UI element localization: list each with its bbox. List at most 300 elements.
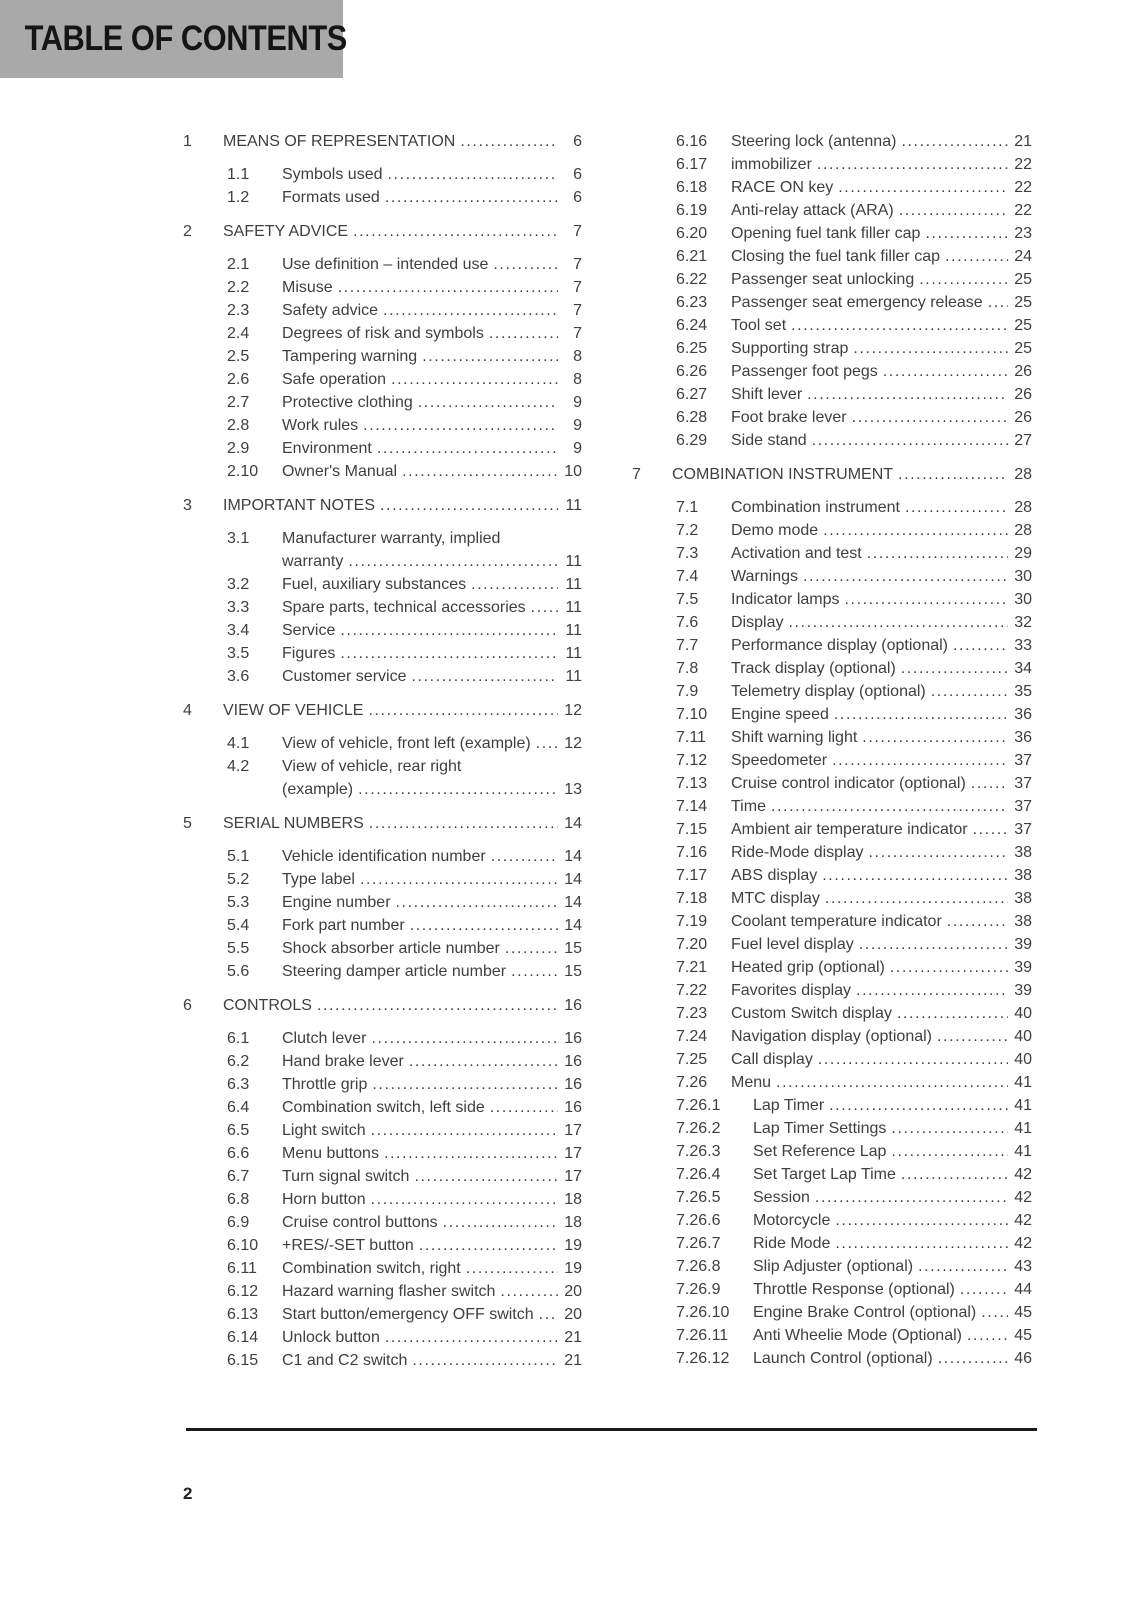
toc-entry-content (753, 1347, 1032, 1370)
toc-entry-number: 6.28 (676, 409, 708, 426)
toc-entry-number: 6.18 (676, 179, 708, 196)
toc-entry-page: 25 (1014, 294, 1032, 311)
toc-entry-line (282, 619, 582, 642)
toc-entry-content (282, 1050, 582, 1073)
toc-entry-title: Ride Mode (753, 1235, 831, 1252)
toc-entry-title: Set Reference Lap (753, 1143, 887, 1160)
toc-entry-title: Combination switch, right (282, 1260, 461, 1277)
toc-entry-line (731, 130, 1032, 153)
toc-entry-page: 39 (1014, 982, 1032, 999)
toc-entry-title: Light switch (282, 1122, 366, 1139)
toc-entry-content (282, 368, 582, 391)
toc-entry (632, 406, 1032, 429)
toc-entry-page: 26 (1014, 409, 1032, 426)
toc-entry-title: Engine speed (731, 706, 829, 723)
toc-entry-title: CONTROLS (223, 997, 312, 1014)
toc-entry-page: 15 (564, 940, 582, 957)
toc-section-header (183, 812, 582, 835)
toc-entry-page: 11 (565, 553, 582, 570)
toc-entry (632, 1117, 1032, 1140)
toc-entry-page: 14 (564, 917, 582, 934)
table-of-contents-header (0, 0, 347, 78)
toc-entry-line (282, 1096, 582, 1119)
dot-leader (971, 772, 1008, 795)
toc-entry-title: Custom Switch display (731, 1005, 892, 1022)
toc-entry-line (282, 322, 582, 345)
dot-leader (371, 1188, 558, 1211)
toc-section (183, 812, 582, 983)
toc-section-header (183, 699, 582, 722)
toc-entry-title: Customer service (282, 668, 407, 685)
toc-entry-page: 36 (1014, 706, 1032, 723)
toc-entry-title: MTC display (731, 890, 820, 907)
toc-entry-title: IMPORTANT NOTES (223, 497, 376, 514)
toc-entry-title: Vehicle identification number (282, 848, 486, 865)
toc-entry-title: Menu buttons (282, 1145, 379, 1162)
toc-entry-number: 6.15 (227, 1352, 259, 1369)
toc-entry-title: immobilizer (731, 156, 812, 173)
toc-entry (183, 345, 582, 368)
toc-entry (632, 1209, 1032, 1232)
toc-entry-line (282, 527, 582, 550)
dot-leader (853, 337, 1008, 360)
toc-entry-content (282, 345, 582, 368)
toc-entry-number: 6.12 (227, 1283, 259, 1300)
toc-entry-line (753, 1232, 1032, 1255)
toc-section-header (183, 994, 582, 1017)
toc-entry-page: 12 (564, 735, 582, 752)
toc-entry-line (731, 496, 1032, 519)
toc-entry-number: 6.29 (676, 432, 708, 449)
dot-leader (493, 253, 558, 276)
dot-leader (411, 665, 558, 688)
toc-entry-page: 14 (564, 871, 582, 888)
toc-entry-page: 28 (1014, 466, 1032, 483)
toc-entry-number: 3.4 (227, 622, 250, 639)
toc-entry-title: Shift warning light (731, 729, 858, 746)
toc-entry-title: Safe operation (282, 371, 387, 388)
dot-leader (919, 268, 1008, 291)
toc-entry-title: Slip Adjuster (optional) (753, 1258, 914, 1275)
toc-entry-title: Launch Control (optional) (753, 1350, 933, 1367)
toc-entry-page: 35 (1014, 683, 1032, 700)
toc-entry-title: Work rules (282, 417, 359, 434)
toc-entry-content (282, 1188, 582, 1211)
toc-entry-number: 7.7 (676, 637, 699, 654)
toc-entry-content (731, 726, 1032, 749)
dot-leader (402, 460, 558, 483)
toc-entry (632, 1232, 1032, 1255)
toc-entry-line (282, 1142, 582, 1165)
dot-leader (807, 383, 1008, 406)
toc-entry-line (223, 220, 582, 243)
toc-entry (632, 1255, 1032, 1278)
dot-leader (817, 153, 1008, 176)
toc-entry-number: 6.27 (676, 386, 708, 403)
toc-entry-number: 7.10 (676, 706, 708, 723)
toc-entry-content (731, 542, 1032, 565)
toc-entry (183, 619, 582, 642)
toc-entry-number: 7.26.5 (676, 1189, 721, 1206)
toc-entry-page: 17 (564, 1145, 582, 1162)
toc-entry-content (282, 391, 582, 414)
toc-entry (632, 429, 1032, 452)
toc-entry (183, 527, 582, 573)
toc-entry-number: 6.2 (227, 1053, 250, 1070)
toc-entry (183, 1027, 582, 1050)
toc-entry-line (731, 726, 1032, 749)
toc-entry (632, 657, 1032, 680)
toc-entry-line (731, 634, 1032, 657)
toc-entry-page: 9 (573, 394, 582, 411)
toc-entry-title: Ambient air temperature indicator (731, 821, 968, 838)
toc-entry (632, 749, 1032, 772)
toc-entry-page: 42 (1014, 1212, 1032, 1229)
toc-entry-title: Closing the fuel tank filler cap (731, 248, 940, 265)
toc-entry-title: Combination switch, left side (282, 1099, 485, 1116)
toc-entry-number: 6.16 (676, 133, 708, 150)
toc-entry-number: 2.8 (227, 417, 250, 434)
toc-entry-line (731, 956, 1032, 979)
toc-entry-content (282, 596, 582, 619)
toc-section-header (183, 494, 582, 517)
toc-entry-line (753, 1324, 1032, 1347)
toc-entry-line (731, 314, 1032, 337)
toc-entry-title: Telemetry display (optional) (731, 683, 926, 700)
toc-entry-title: SERIAL NUMBERS (223, 815, 364, 832)
toc-entry (632, 1186, 1032, 1209)
toc-entry-line (282, 391, 582, 414)
toc-entry-page: 42 (1014, 1235, 1032, 1252)
toc-entry-title: Supporting strap (731, 340, 849, 357)
toc-entry-number: 7.26.10 (676, 1304, 730, 1321)
toc-entry-page: 9 (573, 417, 582, 434)
toc-entry-title: Ride-Mode display (731, 844, 864, 861)
toc-entry-title: Shift lever (731, 386, 803, 403)
toc-section (183, 494, 582, 688)
toc-entry-title: Speedometer (731, 752, 828, 769)
toc-entry-line (223, 812, 582, 835)
toc-entry-page: 11 (565, 576, 582, 593)
toc-entry-content (731, 360, 1032, 383)
dot-leader (838, 176, 1008, 199)
toc-entry-number: 5.5 (227, 940, 250, 957)
toc-entry-content (731, 795, 1032, 818)
toc-entry-content (753, 1140, 1032, 1163)
toc-section (183, 220, 582, 483)
toc-entry-line (282, 1073, 582, 1096)
toc-section-header (183, 220, 582, 243)
toc-entry-line (282, 1211, 582, 1234)
toc-entry-content (223, 699, 582, 722)
toc-entry-page: 18 (564, 1191, 582, 1208)
dot-leader (803, 565, 1008, 588)
toc-entry-number: 7.13 (676, 775, 708, 792)
toc-entry-line (731, 268, 1032, 291)
toc-entry (632, 703, 1032, 726)
toc-entry-page: 10 (564, 463, 582, 480)
toc-entry-content (731, 680, 1032, 703)
toc-entry-number: 6.3 (227, 1076, 250, 1093)
toc-entry-content (223, 494, 582, 517)
toc-entry-number: 7.26.11 (676, 1327, 729, 1344)
toc-entry-page: 19 (564, 1260, 582, 1277)
toc-entry-line (282, 276, 582, 299)
toc-entry (632, 887, 1032, 910)
toc-entry-number: 2.4 (227, 325, 250, 342)
toc-entry-title: Service (282, 622, 336, 639)
toc-entry-title: Navigation display (optional) (731, 1028, 932, 1045)
toc-entry-page: 14 (564, 848, 582, 865)
toc-entry-title: Horn button (282, 1191, 366, 1208)
toc-entry (632, 1278, 1032, 1301)
toc-entry (183, 1303, 582, 1326)
toc-entry-number: 6.24 (676, 317, 708, 334)
toc-entry-number: 6.26 (676, 363, 708, 380)
toc-section-header (632, 463, 1032, 486)
dot-leader (410, 914, 558, 937)
toc-entry-title: +RES/-SET button (282, 1237, 414, 1254)
toc-entry-title: Steering lock (antenna) (731, 133, 897, 150)
toc-entry-page: 23 (1014, 225, 1032, 242)
toc-entry (632, 519, 1032, 542)
toc-entry (632, 841, 1032, 864)
toc-entry-line (731, 153, 1032, 176)
toc-entry-content (282, 414, 582, 437)
toc-entry (632, 634, 1032, 657)
toc-entry-content (731, 1025, 1032, 1048)
toc-entry-line (731, 703, 1032, 726)
toc-entry-line (672, 463, 1032, 486)
dot-leader (856, 979, 1008, 1002)
toc-entry-content (282, 1211, 582, 1234)
toc-entry-line (282, 1280, 582, 1303)
dot-leader (340, 642, 558, 665)
toc-entry (632, 680, 1032, 703)
toc-entry-line (223, 494, 582, 517)
dot-leader (776, 1071, 1008, 1094)
toc-entry-number: 7.25 (676, 1051, 708, 1068)
dot-leader (898, 463, 1008, 486)
toc-entry-content (282, 1027, 582, 1050)
toc-entry-content (282, 937, 582, 960)
toc-entry-title: Environment (282, 440, 372, 457)
toc-entry-title: Anti Wheelie Mode (Optional) (753, 1327, 962, 1344)
toc-entry-page: 40 (1014, 1005, 1032, 1022)
dot-leader (822, 864, 1008, 887)
dot-leader (845, 588, 1009, 611)
toc-entry-line (731, 176, 1032, 199)
toc-entry-number: 7.26 (676, 1074, 708, 1091)
page-number: 2 (183, 1484, 193, 1503)
toc-entry-line (282, 1349, 582, 1372)
toc-entry-number: 7.2 (676, 522, 699, 539)
toc-entry-title: Menu (731, 1074, 772, 1091)
dot-leader (834, 703, 1008, 726)
toc-entry-title: Time (731, 798, 766, 815)
toc-entry-content (753, 1209, 1032, 1232)
toc-entry-title: Symbols used (282, 166, 383, 183)
toc-entry-page: 40 (1014, 1051, 1032, 1068)
dot-leader (852, 406, 1008, 429)
dot-leader (383, 299, 558, 322)
toc-entry-number: 6.17 (676, 156, 708, 173)
toc-entry-title: Misuse (282, 279, 333, 296)
toc-entry-number: 5.4 (227, 917, 250, 934)
dot-leader (938, 1347, 1008, 1370)
toc-entry-title: Display (731, 614, 784, 631)
toc-entry-page: 22 (1014, 156, 1032, 173)
toc-entry-title: Turn signal switch (282, 1168, 410, 1185)
toc-entry-line (731, 222, 1032, 245)
toc-entry-content (282, 960, 582, 983)
toc-entry-line (282, 1050, 582, 1073)
dot-leader (953, 634, 1008, 657)
toc-entry-content (753, 1094, 1032, 1117)
toc-entry-number: 3 (183, 497, 192, 514)
footer-rule (186, 1428, 1037, 1431)
toc-entry-content (753, 1278, 1032, 1301)
toc-entry (632, 383, 1032, 406)
toc-entry-content (753, 1255, 1032, 1278)
dot-leader (340, 619, 558, 642)
toc-entry-number: 6.1 (227, 1030, 250, 1047)
toc-entry-line (282, 163, 582, 186)
dot-leader (960, 1278, 1008, 1301)
toc-entry-content (731, 657, 1032, 680)
toc-entry (183, 868, 582, 891)
toc-entry-title: Lap Timer (753, 1097, 825, 1114)
toc-entry-page: 8 (573, 371, 582, 388)
toc-entry (183, 1280, 582, 1303)
dot-leader (505, 937, 558, 960)
toc-entry (632, 268, 1032, 291)
toc-entry-number: 7.26.1 (676, 1097, 721, 1114)
toc-entry (183, 960, 582, 983)
toc-entry-number: 5.2 (227, 871, 250, 888)
dot-leader (918, 1255, 1008, 1278)
toc-entry-title: Motorcycle (753, 1212, 831, 1229)
toc-entry-line (282, 937, 582, 960)
toc-entry-page: 29 (1014, 545, 1032, 562)
toc-entry-line (731, 795, 1032, 818)
toc-entry-line (282, 368, 582, 391)
toc-entry-title: Opening fuel tank filler cap (731, 225, 921, 242)
toc-entry-line (282, 914, 582, 937)
toc-entry-title: Track display (optional) (731, 660, 896, 677)
toc-entry-content (672, 463, 1032, 486)
toc-entry-title: Coolant temperature indicator (731, 913, 942, 930)
dot-leader (385, 1326, 558, 1349)
toc-entry-title: Spare parts, technical accessories (282, 599, 526, 616)
toc-entry-page: 28 (1014, 522, 1032, 539)
toc-entry-content (282, 1119, 582, 1142)
toc-entry-number: 7.9 (676, 683, 699, 700)
toc-entry-title: Fork part number (282, 917, 405, 934)
toc-entry (183, 1142, 582, 1165)
toc-entry-number: 7.1 (676, 499, 699, 516)
toc-entry-content (753, 1117, 1032, 1140)
toc-entry (632, 818, 1032, 841)
toc-entry-number: 3.6 (227, 668, 250, 685)
toc-entry (632, 956, 1032, 979)
toc-entry-number: 7.3 (676, 545, 699, 562)
toc-entry (632, 337, 1032, 360)
dot-leader (371, 1119, 558, 1142)
toc-entry (632, 772, 1032, 795)
dot-leader (883, 360, 1008, 383)
toc-entry-page: 32 (1014, 614, 1032, 631)
toc-entry (632, 222, 1032, 245)
toc-entry-number: 1.2 (227, 189, 250, 206)
toc-entry-page: 25 (1014, 271, 1032, 288)
toc-entry-page: 11 (565, 599, 582, 616)
dot-leader (947, 910, 1008, 933)
toc-entry-content (731, 519, 1032, 542)
toc-entry-line (753, 1117, 1032, 1140)
toc-entry-number: 6.9 (227, 1214, 250, 1231)
toc-entry-number: 7.26.8 (676, 1258, 721, 1275)
toc-entry-page: 16 (564, 1076, 582, 1093)
dot-leader (385, 186, 558, 209)
dot-leader (489, 322, 558, 345)
toc-entry-content (282, 1326, 582, 1349)
toc-entry-line (731, 588, 1032, 611)
toc-entry-number: 2.1 (227, 256, 250, 273)
dot-leader (815, 1186, 1008, 1209)
toc-entry (183, 276, 582, 299)
toc-section (183, 994, 582, 1372)
toc-entry-title: Engine number (282, 894, 391, 911)
toc-entry (632, 979, 1032, 1002)
toc-entry-number: 7.20 (676, 936, 708, 953)
toc-entry-line (282, 732, 582, 755)
toc-entry (632, 291, 1032, 314)
toc-entry (183, 1188, 582, 1211)
toc-entry-line (731, 933, 1032, 956)
toc-entry-line (731, 979, 1032, 1002)
toc-entry-content (731, 1048, 1032, 1071)
toc-entry-content (282, 299, 582, 322)
dot-leader (925, 222, 1008, 245)
dot-leader (531, 596, 558, 619)
toc-entry-content (731, 887, 1032, 910)
toc-entry-number: 1.1 (227, 166, 250, 183)
toc-entry-number: 7.26.4 (676, 1166, 721, 1183)
toc-entry-number: 6.4 (227, 1099, 250, 1116)
toc-entry-content (731, 337, 1032, 360)
toc-entry-page: 12 (564, 702, 582, 719)
toc-entry-page: 42 (1014, 1166, 1032, 1183)
dot-leader (891, 1117, 1008, 1140)
toc-entry-number: 6.11 (227, 1260, 257, 1277)
toc-entry-line (282, 253, 582, 276)
dot-leader (890, 956, 1008, 979)
toc-entry-page: 6 (573, 133, 582, 150)
toc-entry (183, 573, 582, 596)
toc-entry-content (753, 1324, 1032, 1347)
toc-entry-title: VIEW OF VEHICLE (223, 702, 364, 719)
toc-entry-line (753, 1163, 1032, 1186)
toc-entry-line (282, 1119, 582, 1142)
toc-entry-page: 14 (564, 815, 582, 832)
toc-entry (632, 910, 1032, 933)
toc-entry-line (731, 657, 1032, 680)
toc-entry-line (731, 383, 1032, 406)
toc-entry-page: 37 (1014, 775, 1032, 792)
toc-entry (632, 199, 1032, 222)
toc-entry-content (282, 527, 582, 573)
